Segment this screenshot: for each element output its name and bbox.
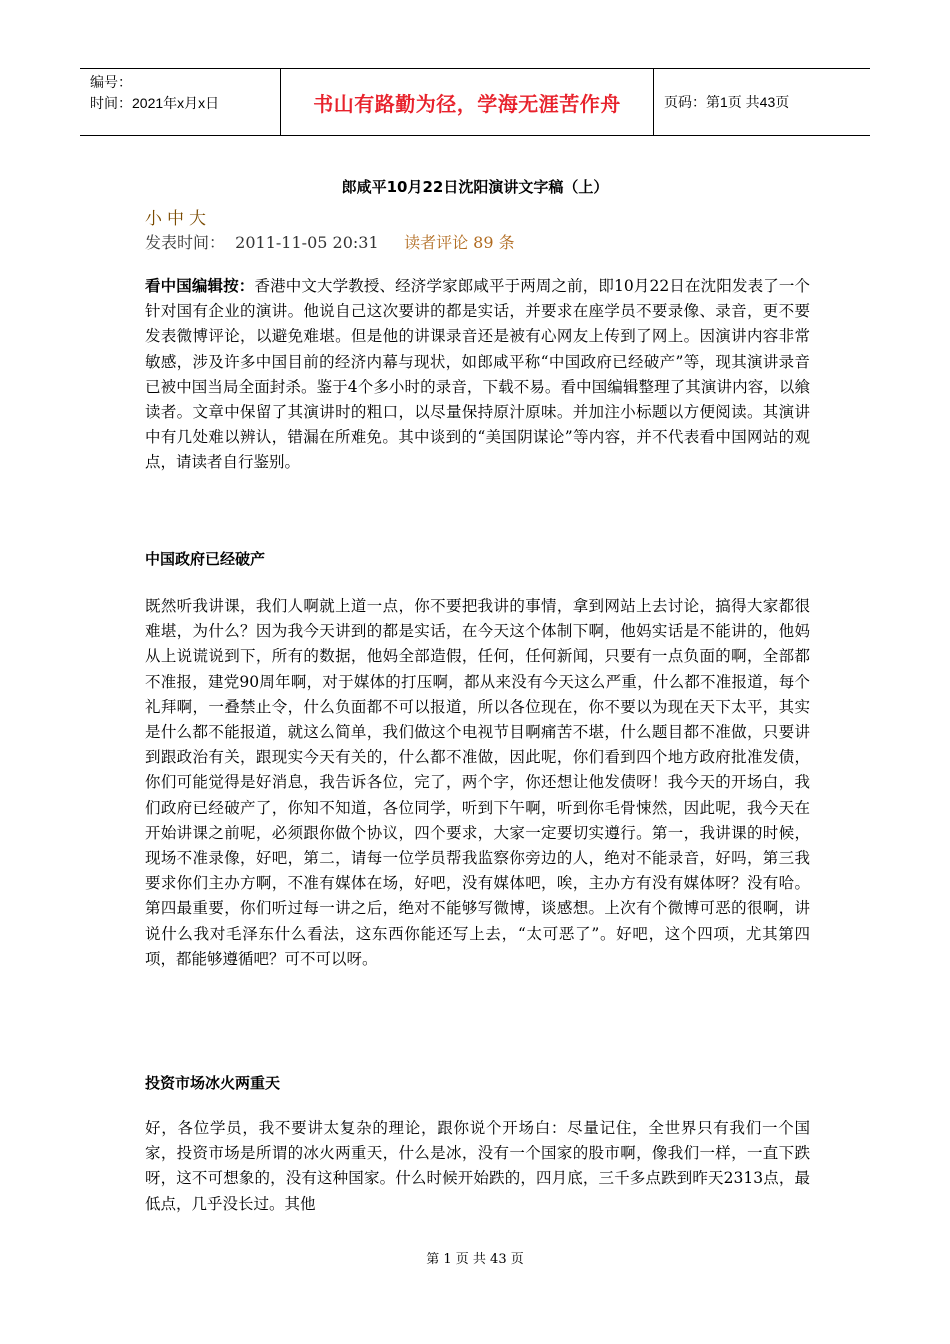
- editor-note: [145, 274, 810, 476]
- header-page-number: 页码：第1页 共43页: [664, 94, 790, 110]
- header-info: [80, 69, 281, 135]
- article-meta: [145, 230, 515, 253]
- section-paragraph-2: 好，各位学员，我不要讲太复杂的理论，跟你说个开场白：尽量记住，全世界只有我们一个国家，投资市场是所谓的冰火两重天，什么是冰，没有一个国家的股市啊，像我们一样，一直下跌呀，这不可想象的，没有这种国家。什么时候开始跌的，四月底，三千多点跌到昨天2313点，最低点，几乎没长过。其他: [145, 1119, 810, 1213]
- time-label: 时间：2021年x月x日: [90, 95, 220, 111]
- page-footer: 第 1 页 共 43 页: [426, 1252, 524, 1267]
- section-heading-2: 投资市场冰火两重天: [145, 1074, 281, 1092]
- publish-time: 发表时间： 2011-11-05 20:31: [145, 233, 405, 252]
- reader-comments-link[interactable]: 读者评论 89 条: [404, 233, 515, 252]
- article-title: 郎咸平10月22日沈阳演讲文字稿（上）: [341, 178, 609, 196]
- editor-note-text: 香港中文大学教授、经济学家郎咸平于两周之前，即10月22日在沈阳发表了一个针对国有企业的演讲。他说自己这次要讲的都是实话，并要求在座学员不要录像、录音，更不要发表微博评论，以避免难堪。但是他的讲课录音还是被有心网友上传到了网上。因演讲内容非常敏感，涉及许多中国目前的经济内幕与现状，如郎咸平称“中国政府已经破产”等，现其演讲录音已被中国当局全面封杀。鉴于4个多小时的录音，下载不易。看中国编辑整理了其演讲内容，以飨读者。文章中保留了其演讲时的粗口，以尽量保持原汁原味。并加注小标题以方便阅读。其演讲中有几处难以辨认，错漏在所难免。其中谈到的“美国阴谋论”等内容，并不代表看中国网站的观点，请读者自行鉴别。: [145, 277, 810, 472]
- section-paragraph-1: 既然听我讲课，我们人啊就上道一点，你不要把我讲的事情，拿到网站上去讨论，搞得大家都很难堪，为什么？因为我今天讲到的都是实话，在今天这个体制下啊，他妈实话是不能讲的，他妈从上说谎说到下，所有的数据，他妈全部造假，任何，任何新闻，只要有一点负面的啊，全部都不准报，建党90周年啊，对于媒体的打压啊，都从来没有今天这么严重，什么都不准报道，每个礼拜啊，一叠禁止令，什么负面都不可以报道，所以各位现在，你不要以为现在天下太平，其实是什么都不能报道，就这么简单，我们做这个电视节目啊痛苦不堪，什么题目都不准做，只要讲到跟政治有关，跟现实今天有关的，什么都不准做，因此呢，你们看到四个地方政府批准发债，你们可能觉得是好消息，我告诉各位，完了，两个字，你还想让他发债呀！我今天的开场白，我们政府已经破产了，你知不知道，各位同学，听到下午啊，听到你毛骨悚然，因此呢，我今天在开始讲课之前呢，必须跟你做个协议，四个要求，大家一定要切实遵行。第一，我讲课的时候，现场不准录像，好吧，第二，请每一位学员帮我监察你旁边的人，绝对不能录音，好吗，第三我要求你们主办方啊，不准有媒体在场，好吧，没有媒体吧，唉，主办方有没有媒体呀？没有哈。第四最重要，你们听过每一讲之后，绝对不能够写微博，谈感想。上次有个微博可恶的很啊，讲说什么我对毛泽东什么看法，这东西你能还写上去，“太可恶了”。好吧，这个四项，尤其第四项，都能够遵循吧？可不可以呀。: [145, 597, 810, 968]
- editor-note-lead: 看中国编辑按：: [145, 277, 255, 295]
- article-author: 小中大: [145, 209, 211, 229]
- page-header: [80, 68, 870, 136]
- number-label: 编号：: [90, 74, 132, 90]
- header-motto: 书山有路勤为径，学海无涯苦作舟: [281, 69, 654, 135]
- section-heading-1: 中国政府已经破产: [145, 550, 266, 568]
